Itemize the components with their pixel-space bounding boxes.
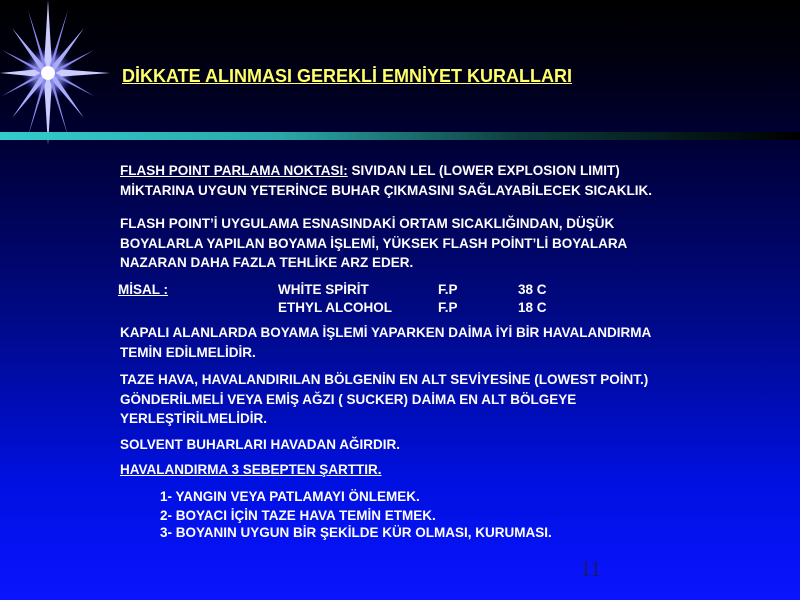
misal-name-1: ETHYL ALCOHOL — [278, 300, 392, 315]
flash-point-risk-line1: FLASH POINT’İ UYGULAMA ESNASINDAKİ ORTAM SICAKLIĞINDAN, DÜŞÜK — [120, 216, 615, 231]
reasons-heading: HAVALANDIRMA 3 SEBEPTEN ŞARTTIR. — [120, 462, 382, 477]
flash-point-risk-line2: BOYALARLA YAPILAN BOYAMA İŞLEMİ, YÜKSEK FLASH POİNT’Lİ BOYALARA — [120, 235, 628, 251]
misal-temp-0: 38 C — [518, 282, 547, 297]
fresh-air-line2: GÖNDERİLMELİ VEYA EMİŞ AĞZI ( SUCKER) DAİMA EN ALT BÖLGEYE — [120, 391, 577, 407]
misal-name-0: WHİTE SPİRİT — [278, 282, 369, 297]
reason-item-3: 3- BOYANIN UYGUN BİR ŞEKİLDE KÜR OLMASI, KURUMASI. — [160, 525, 552, 540]
misal-fp-1: F.P — [438, 300, 458, 315]
misal-fp-0: F.P — [438, 282, 458, 297]
flash-point-label: FLASH POINT PARLAMA NOKTASI: — [120, 163, 348, 178]
slide-title: DİKKATE ALINMASI GEREKLİ EMNİYET KURALLARI — [122, 66, 572, 86]
reason-item-2: 2- BOYACI İÇİN TAZE HAVA TEMİN ETMEK. — [160, 508, 436, 523]
flash-point-text-line1: SIVIDAN LEL (LOWER EXPLOSION LIMIT) — [347, 163, 620, 178]
fresh-air-line3: YERLEŞTİRİLMELİDİR. — [120, 411, 268, 426]
reason-item-1: 1- YANGIN VEYA PATLAMAYI ÖNLEMEK. — [160, 489, 420, 504]
misal-temp-1: 18 C — [518, 300, 547, 315]
flash-point-text-line2: MİKTARINA UYGUN YETERİNCE BUHAR ÇIKMASINI SAĞLAYABİLECEK SICAKLIK. — [120, 182, 653, 198]
fresh-air-rule — [120, 370, 648, 429]
fresh-air-line1: TAZE HAVA, HAVALANDIRILAN BÖLGENİN EN ALT SEVİYESİNE (LOWEST POİNT.) — [120, 372, 649, 387]
flash-point-definition — [120, 161, 652, 200]
flash-point-risk-line3: NAZARAN DAHA FAZLA TEHLİKE ARZ EDER. — [120, 255, 414, 270]
misal-label: MİSAL : — [118, 282, 168, 297]
ventilation-rule — [120, 323, 651, 362]
star-decoration-icon — [0, 0, 110, 150]
ventilation-line2: TEMİN EDİLMELİDİR. — [120, 344, 256, 360]
solvent-note: SOLVENT BUHARLARI HAVADAN AĞIRDIR. — [120, 437, 400, 452]
title-divider — [0, 129, 800, 143]
page-number: 11 — [580, 556, 602, 581]
ventilation-line1: KAPALI ALANLARDA BOYAMA İŞLEMİ YAPARKEN DAİMA İYİ BİR HAVALANDIRMA — [120, 325, 652, 340]
flash-point-risk — [120, 214, 627, 273]
